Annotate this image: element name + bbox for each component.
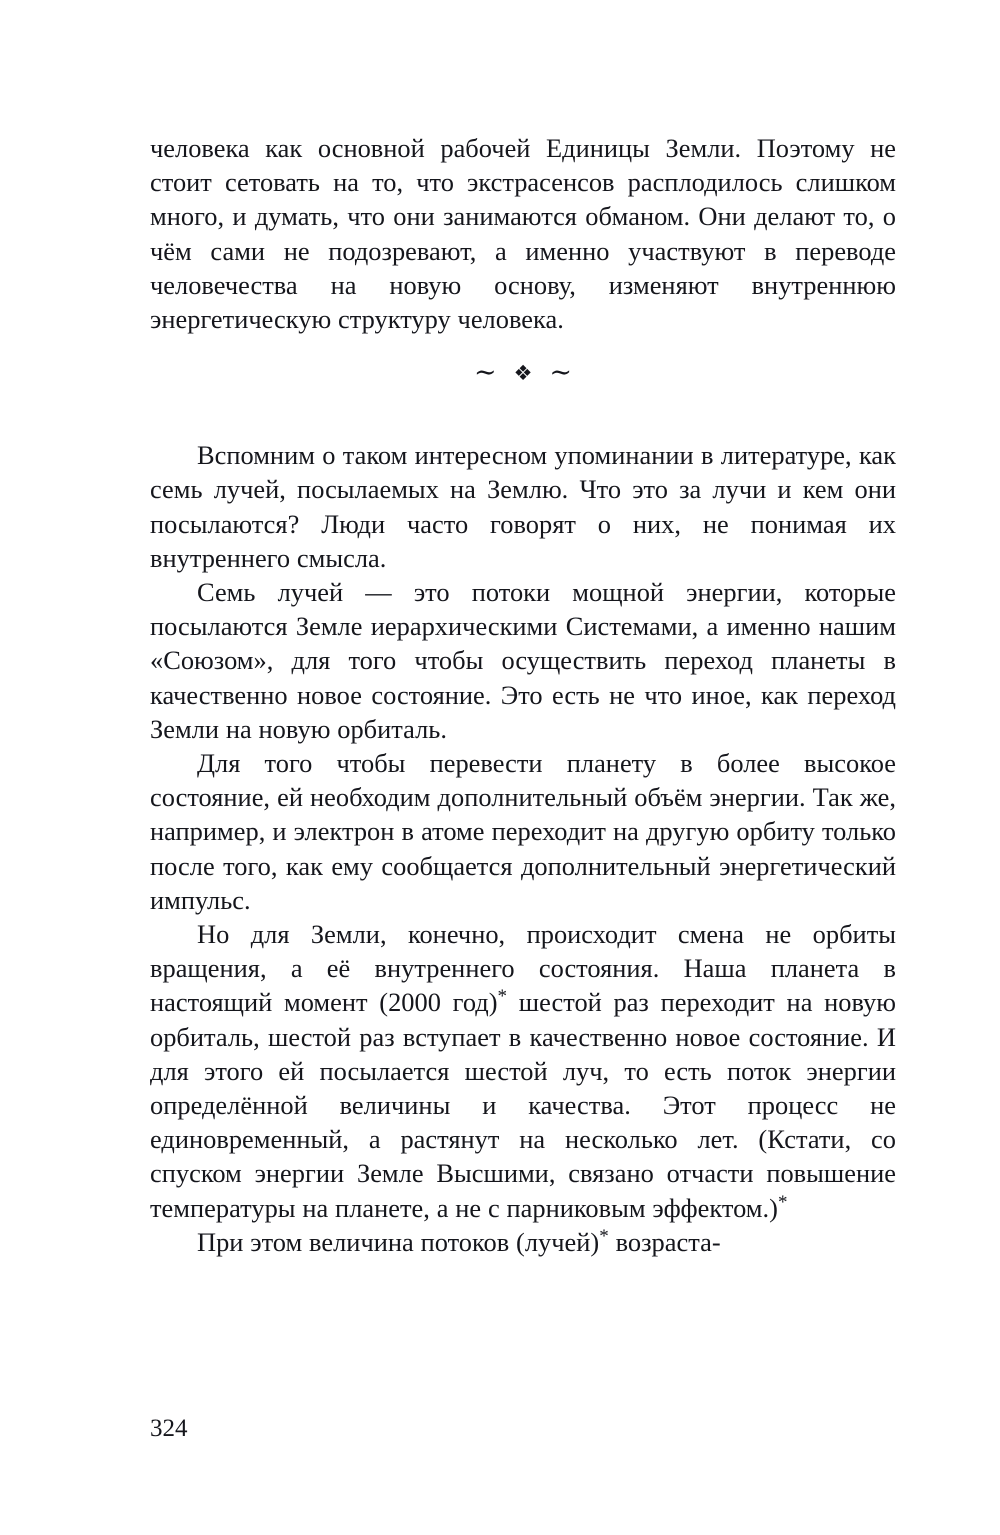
paragraph-sixth-ray (150, 917, 896, 1225)
paragraph-truncated-at-page-end (150, 1225, 896, 1259)
paragraph-energy-transition: Для того чтобы перевести планету в более высокое состояние, ей необходим дополнительный объём энергии. Так же, например, и электрон в атоме переходит на другую орбиту только после того, как ему сообщается дополнительный энергетический импульс. (150, 748, 896, 915)
paragraph-truncated-text-part-1: При этом величина потоков (лучей) (197, 1226, 600, 1257)
page-number: 324 (150, 1415, 188, 1442)
footnote-marker-asterisk: * (599, 1225, 609, 1247)
divider-spacer (150, 410, 896, 438)
floral-ornament-icon: ❖ (513, 360, 533, 385)
paragraph-truncated-text-part-2: возраста- (608, 1226, 721, 1257)
paragraph-sixth-ray-text-part-1: Но для Земли, конечно, происходит смена не орбиты вращения, а её внутреннего состояния. Наша планета в настоящий момент (2000 год) (150, 919, 896, 1018)
section-divider (150, 336, 896, 410)
footnote-marker-asterisk: * (777, 1191, 788, 1213)
swash-right-icon: ∼ (549, 356, 573, 388)
footnote-marker-asterisk: * (497, 986, 508, 1008)
body-text-column (150, 131, 896, 1259)
paragraph-continued-from-previous-page: человека как основной рабочей Единицы Земли. Поэтому не стоит сетовать на то, что экстрасенсов расплодилось слишком много, и думать, что они занимаются обманом. Они делают то, о чём сами не подозревают, а именно участвуют в переводе человечества на новую основу, изменяют внутреннюю энергетическую структуру человека. (150, 133, 896, 335)
paragraph-seven-rays-intro: Вспомним о таком интересном упоминании в литературе, как семь лучей, посылаемых на Землю. Что это за лучи и кем они посылаются? Люди часто говорят о них, не понимая их внутреннего смысла. (150, 440, 896, 573)
paragraph-sixth-ray-text-part-2: шестой раз переходит на новую орбиталь, шестой раз вступает в качественно новое состояние. И для этого ей посылается шестой луч, то есть поток энергии определённой величины и качества. Этот процесс не единовременный, а растянут на несколько лет. (Кстати, со спуском энергии Земле Высшими, связано отчасти повышение температуры на планете, а не с парниковым эффектом.) (150, 987, 897, 1223)
swash-left-icon: ∼ (473, 356, 497, 388)
paragraph-seven-rays-definition: Семь лучей — это потоки мощной энергии, которые посылаются Земле иерархическими Системами, а именно нашим «Союзом», для того чтобы осуществить переход планеты в качественно новое состояние. Это есть не что иное, как переход Земли на новую орбиталь. (150, 577, 896, 744)
